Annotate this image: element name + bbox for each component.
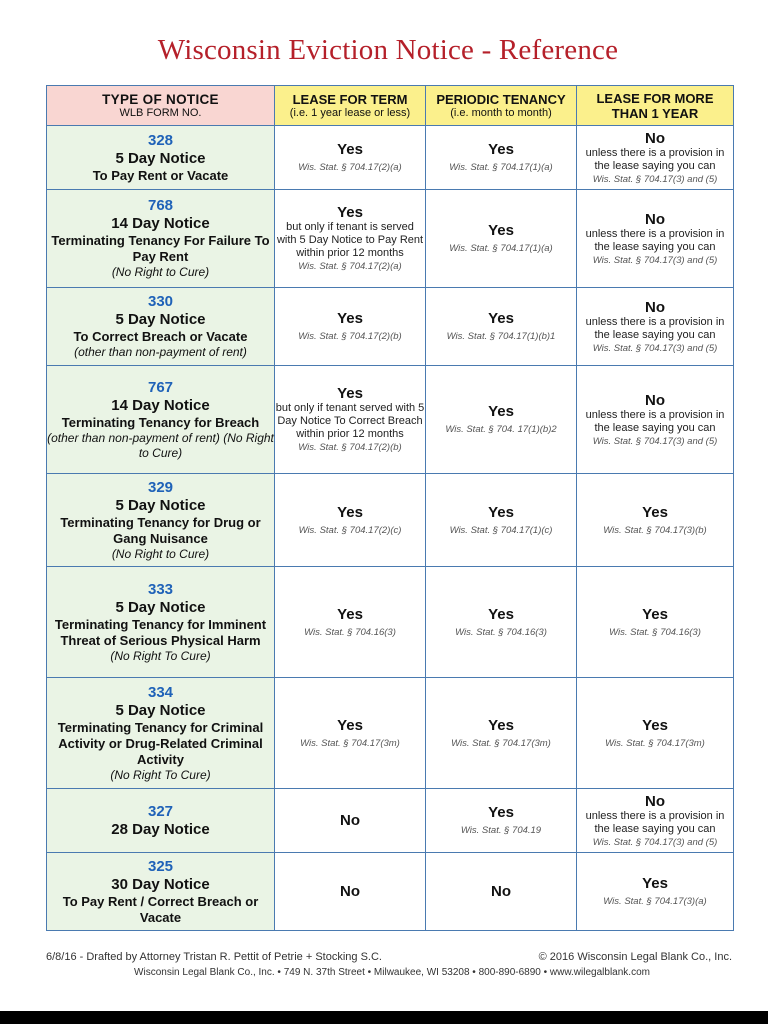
table-row [47, 853, 734, 931]
header-row [47, 86, 734, 126]
statute-citation: Wis. Stat. § 704.16(3) [304, 626, 396, 638]
notice-description: Terminating Tenancy for Breach [61, 414, 260, 430]
lease-more-than-year-cell [577, 789, 734, 853]
notice-title: 5 Day Notice [115, 701, 206, 719]
form-number: 767 [147, 378, 174, 396]
notice-type-cell [47, 366, 275, 474]
footer-copyright: © 2016 Wisconsin Legal Blank Co., Inc. [538, 951, 732, 963]
statute-citation: Wis. Stat. § 704.17(3)(a) [603, 896, 707, 907]
statute-citation: Wis. Stat. § 704.17(3) and (5) [592, 173, 718, 185]
periodic-tenancy-cell [426, 853, 577, 931]
notice-type-cell [47, 126, 275, 190]
condition-text: but only if tenant served with 5 Day Notice To Correct Breach within prior 12 months [275, 402, 425, 440]
answer-text: Yes [337, 385, 363, 402]
lease-term-cell [275, 190, 426, 288]
statute-citation: Wis. Stat. § 704.17(3) and (5) [592, 435, 718, 447]
statute-citation: Wis. Stat. § 704.17(2)(c) [298, 524, 402, 536]
condition-text: unless there is a provision in the lease saying you can [585, 809, 725, 835]
statute-citation: Wis. Stat. § 704.17(3) and (5) [592, 836, 718, 848]
table-row [47, 474, 734, 567]
condition-text: unless there is a provision in the lease saying you can [585, 227, 725, 253]
answer-text: Yes [488, 716, 514, 734]
footer-address: Wisconsin Legal Blank Co., Inc. • 749 N. 37th Street • Milwaukee, WI 53208 • 800-890-6890 • www.wilegalblank.com [134, 967, 650, 978]
notice-note: (other than non-payment of rent) [74, 345, 247, 359]
answer-text: Yes [337, 716, 363, 734]
condition-text: unless there is a provision in the lease saying you can [585, 315, 725, 341]
statute-citation: Wis. Stat. § 704.16(3) [609, 626, 701, 638]
table-row [47, 366, 734, 474]
notice-note: (No Right To Cure) [110, 767, 211, 782]
statute-citation: Wis. Stat. § 704.17(2)(a) [298, 261, 402, 272]
condition-text: but only if tenant is served with 5 Day Notice to Pay Rent within prior 12 months [276, 221, 424, 259]
header-more-main: LEASE FOR MORE THAN 1 YEAR [596, 90, 714, 121]
notice-description: Terminating Tenancy for Drug or Gang Nuisance [60, 514, 261, 546]
answer-text: Yes [488, 503, 514, 521]
header-lease-more-than-1-year [577, 86, 734, 126]
statute-citation: Wis. Stat. § 704. 17(1)(b)2 [445, 424, 557, 435]
header-periodic-tenancy [426, 86, 577, 126]
table-row [47, 678, 734, 789]
notice-title: 28 Day Notice [111, 820, 210, 838]
lease-more-than-year-cell [577, 567, 734, 678]
answer-text: No [645, 391, 665, 409]
answer-text: Yes [337, 204, 363, 221]
notice-title: 14 Day Notice [111, 396, 210, 414]
header-term-main: LEASE FOR TERM [292, 91, 408, 107]
form-number: 334 [147, 683, 174, 701]
notice-note: (No Right to Cure) [111, 265, 210, 279]
periodic-tenancy-cell [426, 366, 577, 474]
periodic-tenancy-cell [426, 567, 577, 678]
periodic-tenancy-cell [426, 678, 577, 789]
answer-text: Yes [642, 503, 668, 521]
statute-citation: Wis. Stat. § 704.17(1)(a) [449, 243, 553, 254]
notice-description: To Pay Rent or Vacate [92, 167, 229, 183]
periodic-tenancy-cell [426, 126, 577, 190]
notice-note: (other than non-payment of rent) (No Right to Cure) [47, 430, 274, 460]
notice-type-cell [47, 678, 275, 789]
answer-text: No [491, 883, 511, 900]
lease-term-cell [275, 678, 426, 789]
condition-text: unless there is a provision in the lease saying you can [585, 146, 725, 172]
statute-citation: Wis. Stat. § 704.17(3)(b) [603, 524, 707, 536]
answer-text: No [340, 812, 360, 829]
periodic-tenancy-cell [426, 288, 577, 366]
notice-title: 14 Day Notice [111, 215, 210, 232]
lease-more-than-year-cell [577, 366, 734, 474]
answer-text: Yes [488, 222, 514, 239]
table-row [47, 789, 734, 853]
statute-citation: Wis. Stat. § 704.17(3m) [300, 737, 400, 749]
answer-text: No [645, 298, 665, 316]
form-number: 329 [147, 478, 174, 496]
header-periodic-sub: (i.e. month to month) [450, 106, 552, 119]
answer-text: No [645, 210, 665, 228]
answer-text: Yes [642, 716, 668, 734]
notice-title: 5 Day Notice [115, 149, 206, 167]
header-lease-for-term [275, 86, 426, 126]
notice-title: 5 Day Notice [115, 496, 206, 514]
header-type-of-notice [47, 86, 275, 126]
lease-term-cell [275, 789, 426, 853]
answer-text: Yes [488, 804, 514, 821]
statute-citation: Wis. Stat. § 704.17(3m) [451, 737, 551, 749]
answer-text: Yes [337, 605, 363, 623]
form-number: 328 [147, 131, 174, 149]
answer-text: Yes [337, 310, 363, 327]
lease-more-than-year-cell [577, 190, 734, 288]
statute-citation: Wis. Stat. § 704.17(2)(b) [298, 442, 402, 453]
form-number: 325 [147, 857, 174, 875]
periodic-tenancy-cell [426, 190, 577, 288]
lease-more-than-year-cell [577, 474, 734, 567]
notice-description: To Pay Rent / Correct Breach or Vacate [62, 893, 259, 925]
statute-citation: Wis. Stat. § 704.16(3) [455, 626, 547, 638]
statute-citation: Wis. Stat. § 704.17(1)(c) [449, 524, 553, 536]
periodic-tenancy-cell [426, 789, 577, 853]
notice-type-cell [47, 853, 275, 931]
header-type-main: TYPE OF NOTICE [102, 91, 219, 107]
answer-text: Yes [488, 605, 514, 623]
form-number: 330 [147, 293, 174, 310]
lease-term-cell [275, 474, 426, 567]
notice-note: (No Right to Cure) [111, 546, 210, 561]
statute-citation: Wis. Stat. § 704.17(2)(a) [298, 162, 402, 173]
statute-citation: Wis. Stat. § 704.17(2)(b) [298, 331, 402, 342]
notice-type-cell [47, 474, 275, 567]
lease-term-cell [275, 366, 426, 474]
table-row [47, 190, 734, 288]
form-number: 768 [147, 197, 174, 214]
page-title: Wisconsin Eviction Notice - Reference [157, 34, 619, 66]
notice-note: (No Right To Cure) [110, 648, 211, 663]
notice-title: 5 Day Notice [115, 598, 206, 616]
lease-term-cell [275, 567, 426, 678]
answer-text: Yes [642, 605, 668, 623]
statute-citation: Wis. Stat. § 704.17(1)(b)1 [446, 331, 556, 342]
answer-text: Yes [642, 875, 668, 892]
notice-description: To Correct Breach or Vacate [73, 329, 248, 344]
table-row [47, 126, 734, 190]
notice-type-cell [47, 288, 275, 366]
footer-drafted-by: 6/8/16 - Drafted by Attorney Tristan R. Pettit of Petrie + Stocking S.C. [46, 951, 382, 963]
eviction-reference-table [46, 85, 734, 931]
answer-text: Yes [488, 403, 514, 420]
notice-title: 5 Day Notice [115, 311, 206, 328]
statute-citation: Wis. Stat. § 704.17(3m) [605, 737, 705, 749]
answer-text: No [645, 792, 665, 810]
statute-citation: Wis. Stat. § 704.19 [460, 825, 542, 836]
lease-term-cell [275, 126, 426, 190]
notice-type-cell [47, 789, 275, 853]
answer-text: Yes [488, 141, 514, 158]
notice-description: Terminating Tenancy For Failure To Pay Rent [51, 233, 270, 264]
table-row [47, 567, 734, 678]
statute-citation: Wis. Stat. § 704.17(3) and (5) [592, 254, 718, 266]
statute-citation: Wis. Stat. § 704.17(3) and (5) [592, 342, 718, 354]
header-term-sub: (i.e. 1 year lease or less) [289, 106, 411, 119]
notice-type-cell [47, 567, 275, 678]
table-row [47, 288, 734, 366]
lease-more-than-year-cell [577, 288, 734, 366]
statute-citation: Wis. Stat. § 704.17(1)(a) [449, 162, 553, 173]
lease-more-than-year-cell [577, 678, 734, 789]
bottom-bar [0, 1011, 768, 1024]
periodic-tenancy-cell [426, 474, 577, 567]
form-number: 327 [147, 802, 174, 820]
answer-text: No [645, 129, 665, 147]
lease-term-cell [275, 288, 426, 366]
lease-more-than-year-cell [577, 126, 734, 190]
notice-description: Terminating Tenancy for Criminal Activity or Drug-Related Criminal Activity [57, 719, 264, 767]
notice-description: Terminating Tenancy for Imminent Threat of Serious Physical Harm [54, 616, 267, 648]
answer-text: Yes [337, 141, 363, 158]
lease-more-than-year-cell [577, 853, 734, 931]
lease-term-cell [275, 853, 426, 931]
answer-text: No [340, 883, 360, 900]
notice-title: 30 Day Notice [111, 875, 210, 893]
condition-text: unless there is a provision in the lease saying you can [585, 408, 725, 434]
answer-text: Yes [337, 503, 363, 521]
notice-type-cell [47, 190, 275, 288]
header-type-sub: WLB FORM NO. [119, 106, 202, 119]
form-number: 333 [147, 580, 174, 598]
header-periodic-main: PERIODIC TENANCY [436, 91, 566, 107]
answer-text: Yes [488, 310, 514, 327]
